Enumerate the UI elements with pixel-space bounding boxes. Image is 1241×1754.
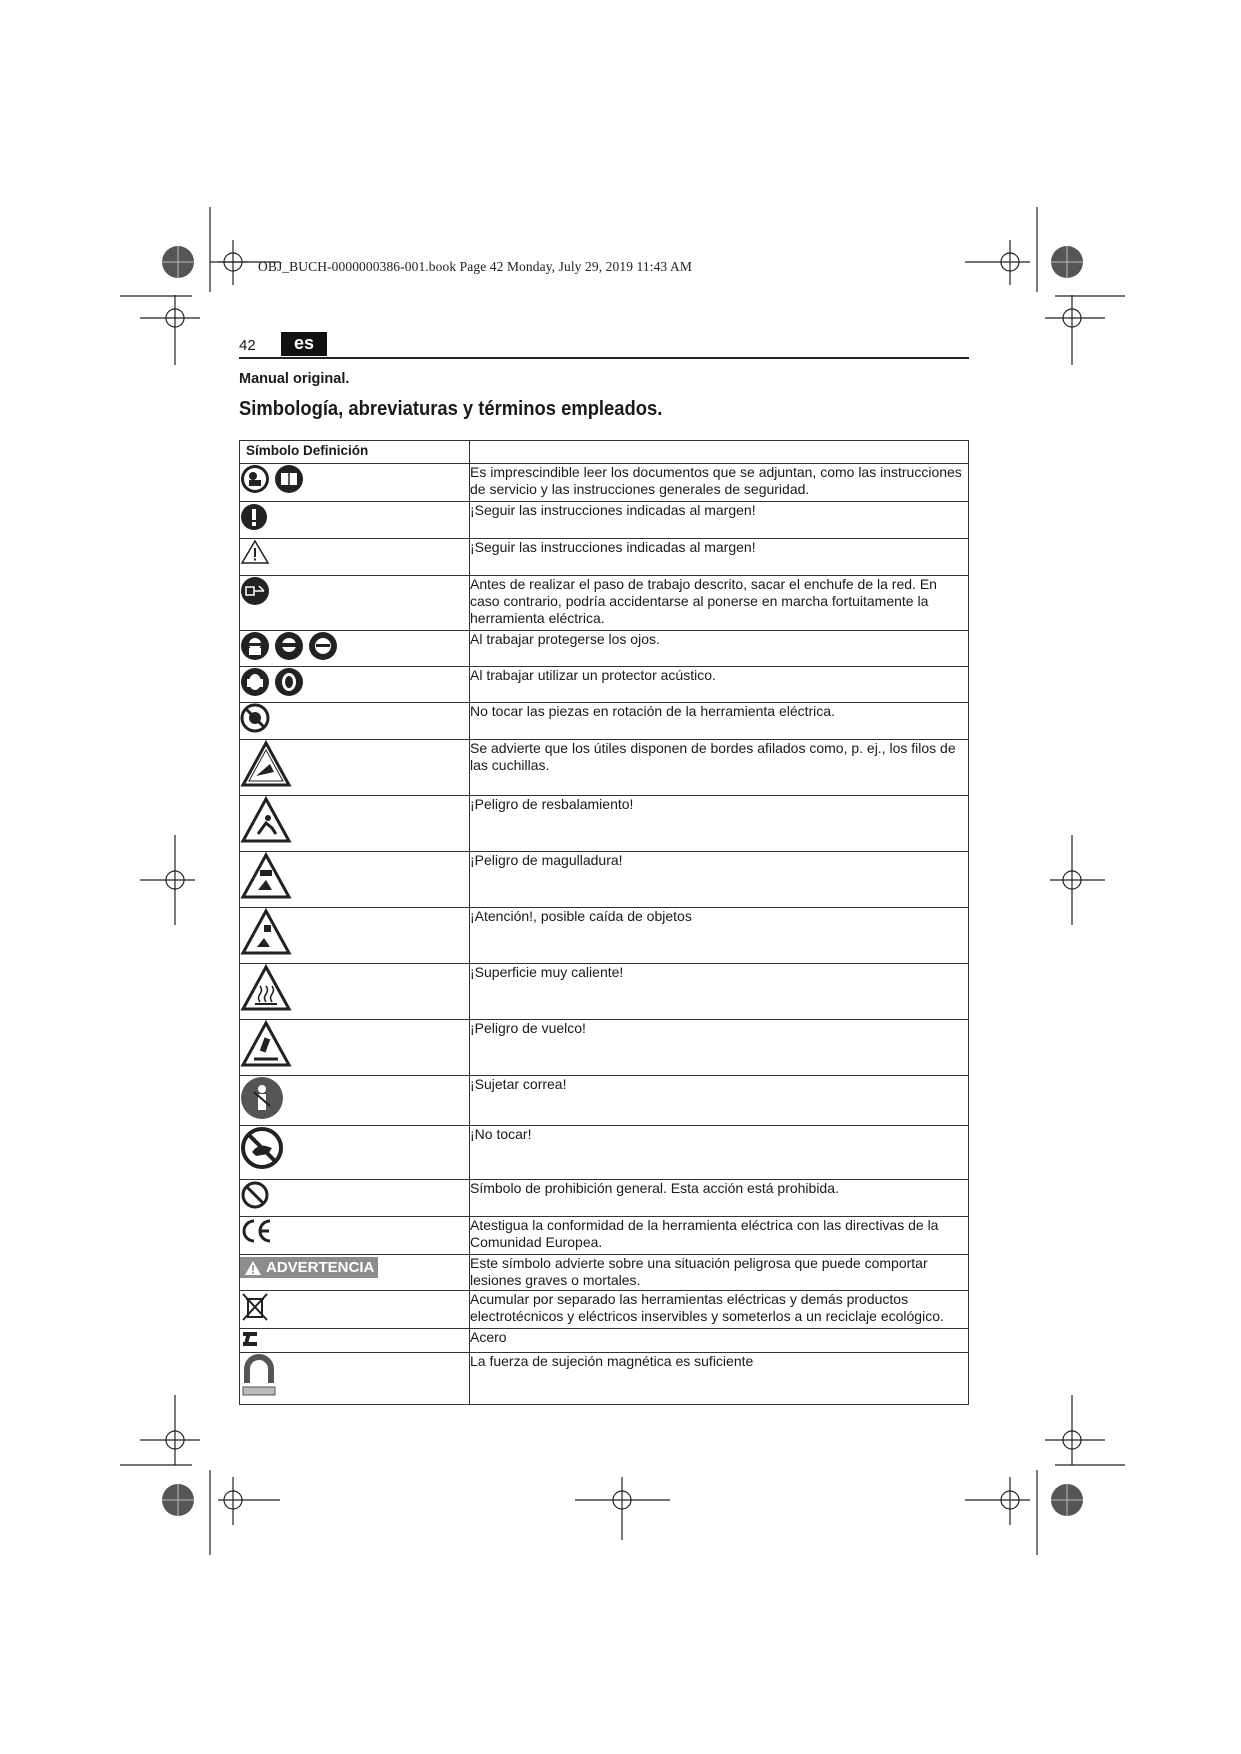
unplug-icon bbox=[240, 576, 270, 606]
table-row bbox=[240, 631, 969, 667]
table-row bbox=[240, 1353, 969, 1405]
steel-icon bbox=[240, 1329, 260, 1349]
ear-muffs-icon bbox=[240, 667, 270, 697]
advertencia-text: ADVERTENCIA bbox=[266, 1259, 375, 1276]
table-header-empty bbox=[470, 441, 969, 464]
definition-cell: Este símbolo advierte sobre una situación peligrosa que puede comportar lesiones graves o mortales. bbox=[470, 1255, 969, 1291]
table-row bbox=[240, 1329, 969, 1353]
ce-mark-icon bbox=[240, 1217, 274, 1245]
definition-cell: Atestigua la conformidad de la herramienta eléctrica con las directivas de la Comunidad Europea. bbox=[470, 1217, 969, 1255]
warning-triangle-icon bbox=[240, 539, 270, 565]
do-not-touch-icon bbox=[240, 1126, 284, 1170]
definition-cell: ¡Atención!, posible caída de objetos bbox=[470, 908, 969, 964]
goggles-icon bbox=[274, 631, 304, 661]
table-row bbox=[240, 1126, 969, 1180]
table-row bbox=[240, 703, 969, 740]
face-shield-icon bbox=[240, 631, 270, 661]
no-touch-rotating-icon bbox=[240, 703, 270, 733]
table-row bbox=[240, 667, 969, 703]
definition-cell: Acumular por separado las herramientas eléctricas y demás productos electrotécnicos y eléctricos inservibles y someterlos a un reciclaje ecológico. bbox=[470, 1291, 969, 1329]
table-row bbox=[240, 1020, 969, 1076]
crush-warning-icon bbox=[240, 852, 292, 900]
definition-cell: No tocar las piezas en rotación de la herramienta eléctrica. bbox=[470, 703, 969, 740]
definition-cell: ¡Superficie muy caliente! bbox=[470, 964, 969, 1020]
table-row bbox=[240, 908, 969, 964]
definition-cell: Al trabajar utilizar un protector acústico. bbox=[470, 667, 969, 703]
ear-protection-icon bbox=[274, 667, 304, 697]
tip-over-warning-icon bbox=[240, 1020, 292, 1068]
table-row bbox=[240, 852, 969, 908]
definition-cell: Símbolo de prohibición general. Esta acción está prohibida. bbox=[470, 1180, 969, 1217]
definition-cell: ¡Peligro de resbalamiento! bbox=[470, 796, 969, 852]
definition-cell: Al trabajar protegerse los ojos. bbox=[470, 631, 969, 667]
magnet-icon bbox=[240, 1353, 278, 1399]
prohibition-icon bbox=[240, 1180, 270, 1210]
language-badge: es bbox=[281, 332, 327, 356]
page-number: 42 bbox=[239, 337, 256, 354]
exclamation-circle-icon bbox=[240, 502, 268, 532]
section-title: Simbología, abreviaturas y términos empleados. bbox=[239, 398, 663, 420]
table-header: Símbolo Definición bbox=[240, 441, 470, 464]
definition-cell: ¡Seguir las instrucciones indicadas al margen! bbox=[470, 502, 969, 539]
print-info: OBJ_BUCH-0000000386-001.book Page 42 Monday, July 29, 2019 11:43 AM bbox=[258, 259, 692, 274]
definition-cell: La fuerza de sujeción magnética es suficiente bbox=[470, 1353, 969, 1405]
definition-cell: Antes de realizar el paso de trabajo descrito, sacar el enchufe de la red. En caso contrario, podría accidentarse al ponerse en marcha fortuitamente la herramienta eléctrica. bbox=[470, 576, 969, 631]
definition-cell: Acero bbox=[470, 1329, 969, 1353]
warning-label-icon bbox=[244, 1260, 262, 1276]
symbols-table bbox=[239, 440, 969, 1405]
table-row bbox=[240, 576, 969, 631]
definition-cell: ¡No tocar! bbox=[470, 1126, 969, 1180]
table-row bbox=[240, 1217, 969, 1255]
table-row bbox=[240, 464, 969, 502]
safety-glasses-icon bbox=[308, 631, 338, 661]
table-header-row bbox=[240, 441, 969, 464]
table-row bbox=[240, 796, 969, 852]
table-row bbox=[240, 740, 969, 796]
definition-cell: ¡Seguir las instrucciones indicadas al margen! bbox=[470, 539, 969, 576]
table-row bbox=[240, 502, 969, 539]
advertencia-label bbox=[240, 1257, 378, 1278]
definition-cell: Se advierte que los útiles disponen de bordes afilados como, p. ej., los filos de las cuchillas. bbox=[470, 740, 969, 796]
manual-label: Manual original. bbox=[239, 371, 350, 387]
fasten-strap-icon bbox=[240, 1076, 284, 1120]
definition-cell: ¡Peligro de vuelco! bbox=[470, 1020, 969, 1076]
definition-cell: ¡Sujetar correa! bbox=[470, 1076, 969, 1126]
definition-cell: Es imprescindible leer los documentos que se adjuntan, como las instrucciones de servicio y las instrucciones generales de seguridad. bbox=[470, 464, 969, 502]
weee-bin-icon bbox=[240, 1291, 270, 1323]
book-icon bbox=[274, 464, 304, 494]
table-row bbox=[240, 1291, 969, 1329]
table-row bbox=[240, 964, 969, 1020]
table-row bbox=[240, 1255, 969, 1291]
hot-surface-warning-icon bbox=[240, 964, 292, 1012]
table-row bbox=[240, 539, 969, 576]
sharp-edges-warning-icon bbox=[240, 740, 292, 788]
table-row bbox=[240, 1180, 969, 1217]
header-rule bbox=[239, 357, 969, 359]
slip-warning-icon bbox=[240, 796, 292, 844]
read-manual-icon bbox=[240, 464, 270, 494]
falling-objects-warning-icon bbox=[240, 908, 292, 956]
table-row bbox=[240, 1076, 969, 1126]
definition-cell: ¡Peligro de magulladura! bbox=[470, 852, 969, 908]
